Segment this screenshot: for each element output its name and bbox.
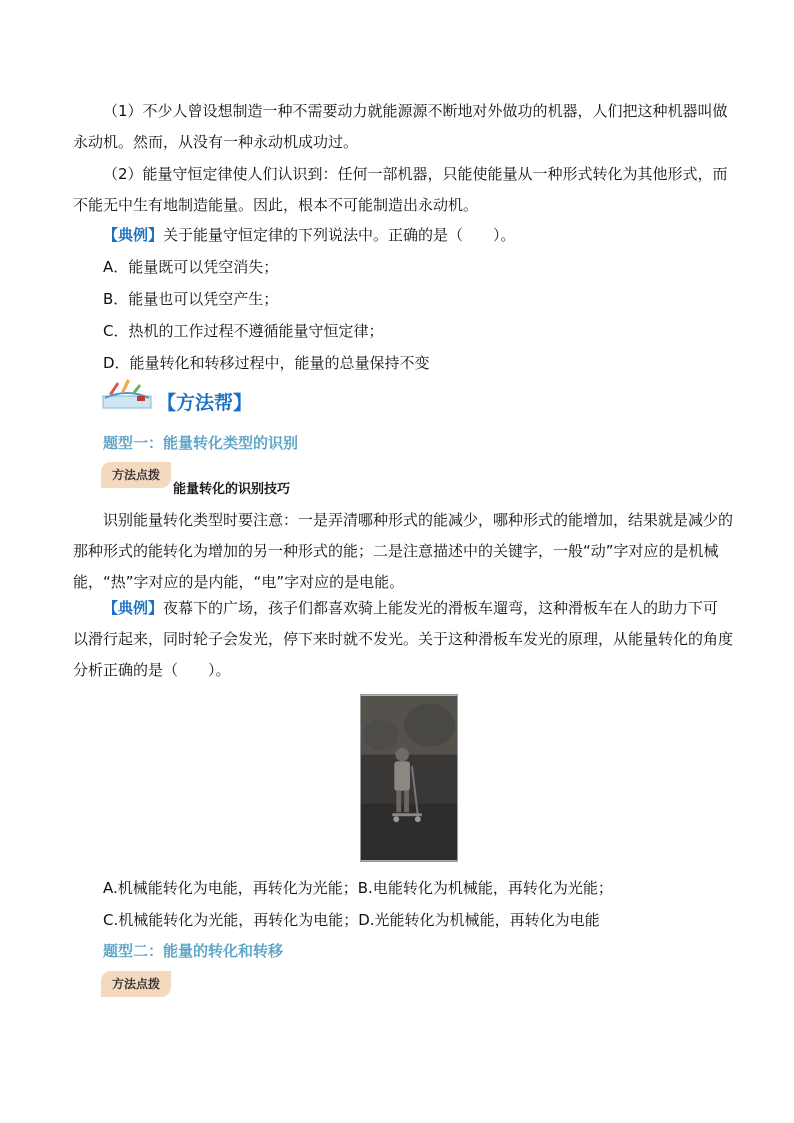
method-section-title: 【方法帮】 bbox=[157, 392, 253, 414]
type1-heading: 题型一：能量转化类型的识别 bbox=[103, 434, 299, 452]
example2-question-text: 夜幕下的广场，孩子们都喜欢骑上能发光的滑板车遛弯，这种滑板车在人的助力下可以滑行起来，同时轮子会发光，停下来时就不发光。关于这种滑板车发光的原理，从能量转化的角度分析正确的是（ ）。 bbox=[73, 599, 734, 679]
open-book-icon bbox=[101, 376, 153, 410]
example1-option-d: D．能量转化和转移过程中，能量的总量保持不变 bbox=[103, 354, 430, 372]
example1-option-b: B．能量也可以凭空产生； bbox=[103, 290, 279, 308]
method-tip-badge-2: 方法点拨 bbox=[101, 971, 171, 997]
type1-body: 识别能量转化类型时要注意：一是弄清哪种形式的能减少，哪种形式的能增加，结果就是减少的那种形式的能转化为增加的另一种形式的能；二是注意描述中的关键字，一般“动”字对应的是机械能，“热”字对应的是内能，“电”字对应的是电能。 bbox=[73, 511, 734, 591]
intro-paragraph-1: （1）不少人曾设想制造一种不需要动力就能源源不断地对外做功的机器，人们把这种机器叫做永动机。然而，从没有一种永动机成功过。 bbox=[73, 102, 728, 151]
example1-option-c: C．热机的工作过程不遵循能量守恒定律； bbox=[103, 322, 384, 340]
example1-question-text: 关于能量守恒定律的下列说法中。正确的是（ ）。 bbox=[163, 226, 516, 244]
example1-question bbox=[103, 224, 516, 246]
method-tip-subtitle: 能量转化的识别技巧 bbox=[173, 482, 291, 497]
type2-heading: 题型二：能量的转化和转移 bbox=[103, 942, 284, 960]
scooter-child-photo bbox=[360, 694, 458, 862]
intro-paragraph-2: （2）能量守恒定律使人们认识到：任何一部机器，只能使能量从一种形式转化为其他形式，而不能无中生有地制造能量。因此，根本不可能制造出永动机。 bbox=[73, 165, 728, 214]
example2-question bbox=[73, 593, 733, 686]
example2-options-line-2: C.机械能转化为光能，再转化为电能；D.光能转化为机械能，再转化为电能 bbox=[103, 911, 600, 929]
example1-option-a: A．能量既可以凭空消失； bbox=[103, 258, 279, 276]
example-tag: 【典例】 bbox=[103, 226, 164, 244]
method-tip-badge: 方法点拨 bbox=[101, 462, 171, 488]
example-tag: 【典例】 bbox=[103, 599, 164, 617]
example2-options-line-1: A.机械能转化为电能，再转化为光能；B.电能转化为机械能，再转化为光能； bbox=[103, 879, 613, 897]
